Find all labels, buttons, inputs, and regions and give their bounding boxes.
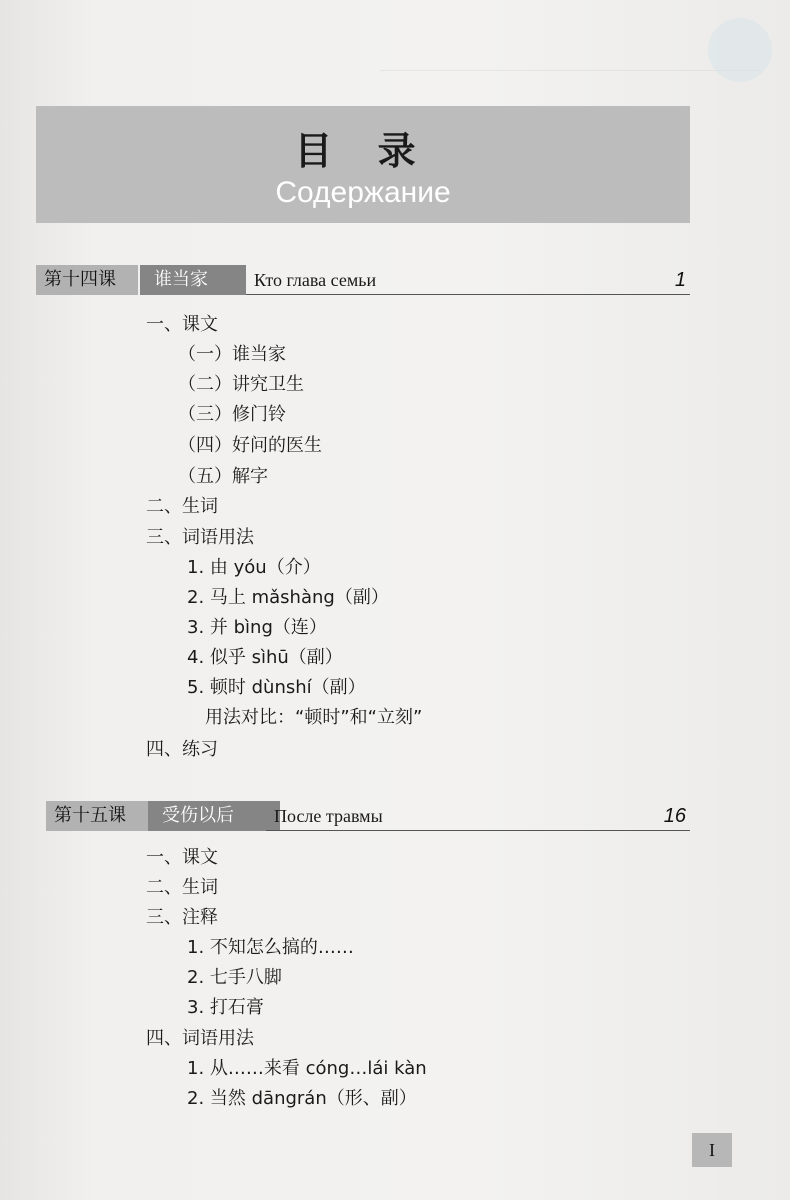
lesson-rule (266, 830, 690, 831)
toc-entry[interactable]: 1. 从……来看 cóng…lái kàn (187, 1058, 427, 1079)
toc-entry[interactable]: 2. 马上 mǎshàng（副） (187, 587, 389, 608)
toc-entry[interactable]: （一）谁当家 (178, 344, 286, 365)
page-title-chinese: 目 录 (294, 129, 432, 173)
toc-entry[interactable]: 四、词语用法 (146, 1028, 254, 1049)
lesson-name: 谁当家 (140, 265, 246, 295)
toc-entry[interactable]: （三）修门铃 (178, 404, 286, 425)
toc-entry[interactable]: （五）解字 (178, 466, 268, 487)
lesson-rule (246, 294, 690, 295)
corner-emblem (708, 18, 772, 82)
show-through-header (380, 40, 760, 71)
toc-entry[interactable]: 用法对比：“顿时”和“立刻” (205, 707, 423, 728)
toc-entry[interactable]: 一、课文 (146, 314, 218, 335)
toc-entry[interactable]: 四、练习 (146, 739, 218, 760)
toc-entry[interactable]: 1. 由 yóu（介） (187, 557, 321, 578)
toc-entry[interactable]: 二、生词 (146, 877, 218, 898)
toc-entry[interactable]: 一、课文 (146, 847, 218, 868)
lesson-title-russian: Кто глава семьи (254, 270, 377, 290)
lesson-header-14[interactable] (36, 265, 690, 295)
lesson-header-15[interactable] (36, 801, 690, 831)
toc-entry[interactable]: 2. 七手八脚 (187, 967, 282, 988)
toc-entry[interactable]: （二）讲究卫生 (178, 374, 304, 395)
lesson-title-russian: После травмы (274, 806, 383, 826)
toc-entry[interactable]: 三、注释 (146, 907, 218, 928)
toc-entry[interactable]: 3. 打石膏 (187, 997, 264, 1018)
lesson-page-number: 16 (663, 805, 686, 827)
lesson-page-number: 1 (674, 269, 686, 291)
toc-entry[interactable]: 3. 并 bìng（连） (187, 617, 327, 638)
lesson-number: 第十四课 (36, 265, 138, 295)
lesson-number: 第十五课 (46, 801, 150, 831)
toc-entry[interactable]: 4. 似乎 sìhū（副） (187, 647, 343, 668)
lesson-name: 受伤以后 (148, 801, 280, 831)
toc-entry[interactable]: 二、生词 (146, 496, 218, 517)
toc-entry[interactable]: 三、词语用法 (146, 527, 254, 548)
page-number: I (692, 1133, 732, 1167)
toc-entry[interactable]: 2. 当然 dāngrán（形、副） (187, 1088, 417, 1109)
page-title-russian: Содержание (275, 176, 451, 209)
toc-entry[interactable]: 1. 不知怎么搞的…… (187, 937, 354, 958)
title-banner (36, 106, 690, 223)
toc-entry[interactable]: （四）好问的医生 (178, 435, 322, 456)
toc-entry[interactable]: 5. 顿时 dùnshí（副） (187, 677, 366, 698)
